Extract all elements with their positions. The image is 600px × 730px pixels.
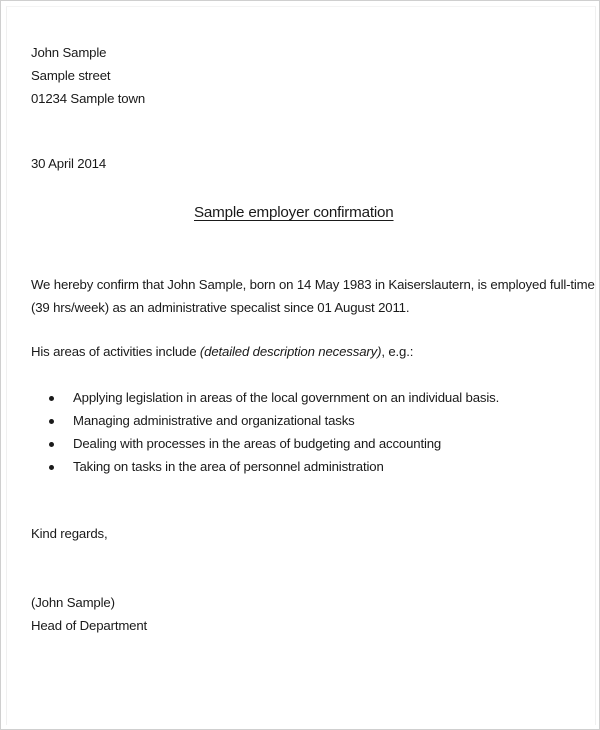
bullet-icon — [49, 442, 54, 447]
activities-list — [45, 386, 499, 478]
list-item — [45, 386, 499, 409]
list-item — [45, 432, 499, 455]
signature-block — [31, 591, 147, 637]
sender-address — [31, 41, 145, 110]
sender-name: John Sample — [31, 45, 107, 60]
letter-date: 30 April 2014 — [31, 156, 107, 171]
activities-intro-italic: (detailed description necessary) — [199, 344, 382, 359]
activities-intro-suffix: , e.g.: — [381, 344, 414, 359]
bullet-icon — [49, 396, 54, 401]
confirmation-paragraph — [31, 273, 595, 319]
list-item-text: Dealing with processes in the areas of budgeting and accounting — [73, 436, 442, 451]
list-item-text: Taking on tasks in the area of personnel administration — [73, 459, 384, 474]
list-item-text: Managing administrative and organizational tasks — [73, 413, 355, 428]
closing-salutation: Kind regards, — [31, 526, 108, 541]
bullet-icon — [49, 465, 54, 470]
activities-intro-prefix: His areas of activities include — [31, 344, 200, 359]
list-item — [45, 455, 499, 478]
confirmation-line-1: We hereby confirm that John Sample, born on 14 May 1983 in Kaiserslautern, is employed full-time — [31, 277, 595, 292]
sender-town: 01234 Sample town — [31, 91, 146, 106]
list-item-text: Applying legislation in areas of the local government on an individual basis. — [73, 390, 500, 405]
sender-street: Sample street — [31, 68, 111, 83]
confirmation-line-2: (39 hrs/week) as an administrative specalist since 01 August 2011. — [31, 300, 410, 315]
bullet-icon — [49, 419, 54, 424]
signature-position: Head of Department — [31, 618, 148, 633]
activities-intro — [31, 341, 413, 363]
signature-name: (John Sample) — [31, 595, 115, 610]
document-title: Sample employer confirmation — [194, 204, 394, 221]
list-item — [45, 409, 499, 432]
